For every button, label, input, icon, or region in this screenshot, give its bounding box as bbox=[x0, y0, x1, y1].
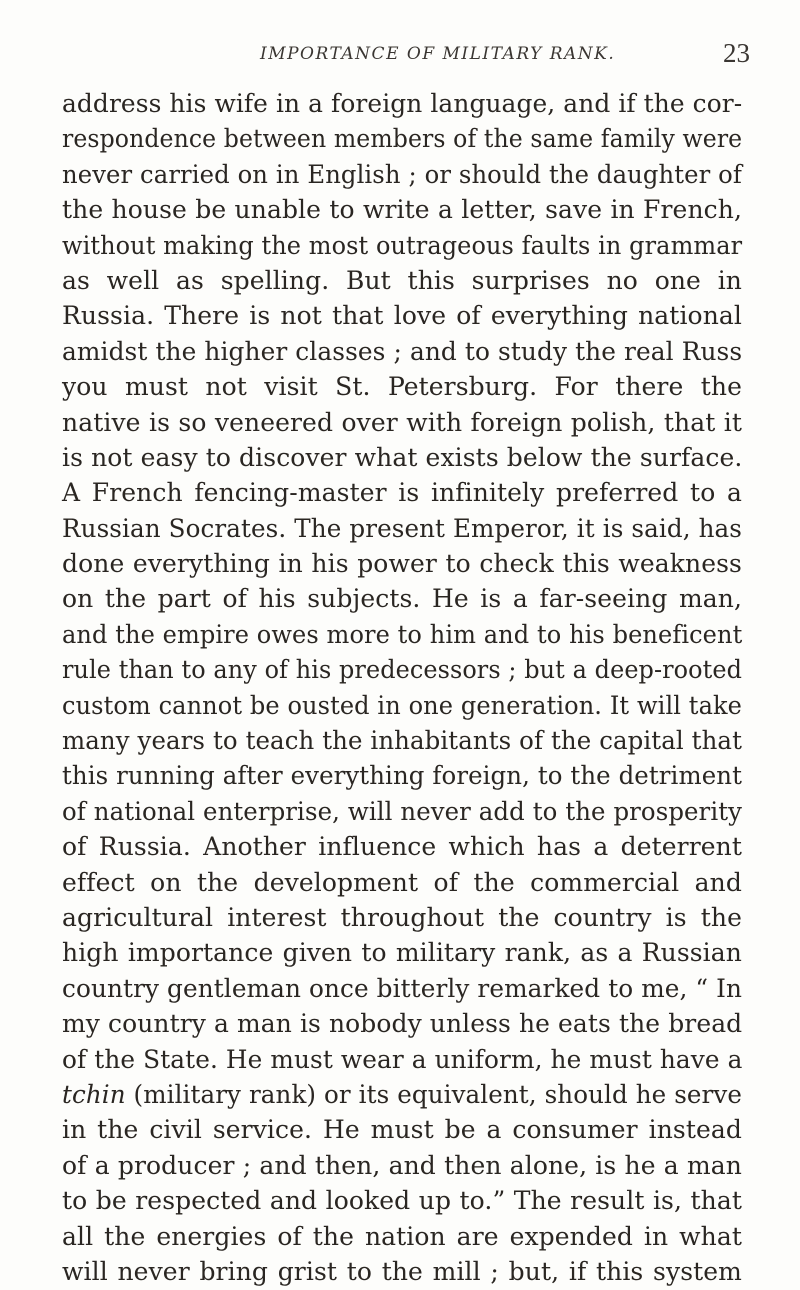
text-line: in the civil service. He must be a consumer instead bbox=[62, 1115, 742, 1145]
text-line: never carried on in English ; or should the daughter of bbox=[62, 159, 742, 189]
text-line: of national enterprise, will never add to the prosperity bbox=[62, 796, 742, 826]
italic-term: tchin bbox=[62, 1079, 126, 1109]
text-line: high importance given to military rank, as a Russian bbox=[62, 938, 742, 968]
text-line: native is so veneered over with foreign polish, that it bbox=[62, 407, 742, 437]
text-line: effect on the development of the commercial and bbox=[62, 867, 742, 897]
text-line: many years to teach the inhabitants of the capital that bbox=[62, 726, 742, 756]
text-line: of the State. He must wear a uniform, he must have a bbox=[62, 1044, 743, 1074]
page-number: 23 bbox=[723, 38, 750, 68]
text-line: my country a man is nobody unless he eats the bread bbox=[62, 1009, 743, 1039]
text-line: respondence between members of the same family were bbox=[62, 124, 743, 154]
text-line: will never bring grist to the mill ; but, if this system bbox=[62, 1256, 742, 1286]
text-line: of Russia. Another influence which has a deterrent bbox=[62, 832, 742, 862]
text-line: A French fencing-master is infinitely preferred to a bbox=[62, 478, 742, 508]
text-line: amidst the higher classes ; and to study the real Russ bbox=[62, 336, 743, 366]
text-line: address his wife in a foreign language, and if the cor- bbox=[62, 89, 743, 118]
text-line: you must not visit St. Petersburg. For there the bbox=[62, 372, 742, 402]
text-line: is not easy to discover what exists below the surface. bbox=[62, 442, 743, 472]
text-line: Russia. There is not that love of everything national bbox=[62, 301, 742, 331]
text-line: done everything in his power to check this weakness bbox=[62, 549, 742, 579]
text-line: as well as spelling. But this surprises no one in bbox=[62, 265, 742, 295]
text-line: agricultural interest throughout the country is the bbox=[62, 902, 742, 932]
text-line bbox=[62, 1077, 742, 1112]
text-line: without making the most outrageous faults in grammar bbox=[62, 230, 743, 260]
text-line: country gentleman once bitterly remarked to me, “ In bbox=[62, 973, 743, 1003]
text-line: the house be unable to write a letter, save in French, bbox=[62, 195, 742, 225]
body-text bbox=[62, 86, 742, 1289]
text-line-rest: (military rank) or its equivalent, should he serve bbox=[125, 1079, 743, 1109]
text-line: and the empire owes more to him and to his beneficent bbox=[62, 619, 743, 649]
text-line: on the part of his subjects. He is a far-seeing man, bbox=[62, 584, 742, 614]
text-line: all the energies of the nation are expended in what bbox=[62, 1221, 742, 1251]
text-line: of a producer ; and then, and then alone, is he a man bbox=[62, 1150, 742, 1180]
text-line: Russian Socrates. The present Emperor, it is said, has bbox=[62, 513, 743, 543]
running-title: IMPORTANCE OF MILITARY RANK. bbox=[260, 44, 616, 64]
text-line: this running after everything foreign, to the detriment bbox=[62, 761, 743, 791]
text-line: custom cannot be ousted in one generation. It will take bbox=[62, 690, 742, 720]
text-line: rule than to any of his predecessors ; but a deep-rooted bbox=[62, 655, 743, 685]
text-line: to be respected and looked up to.” The result is, that bbox=[62, 1186, 742, 1216]
running-head bbox=[60, 38, 760, 78]
